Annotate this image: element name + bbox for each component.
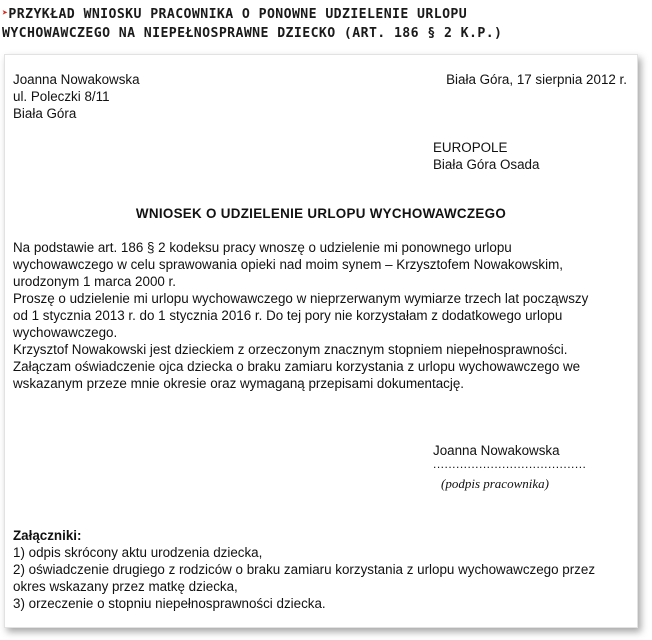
page-title-line-2: WYCHOWAWCZEGO NA NIEPEŁNOSPRAWNE DZIECKO (ART. 186 § 2 K.P.) bbox=[2, 26, 503, 41]
body-line: wskazanym przeze mnie okresie oraz wymaganą przepisami dokumentację. bbox=[13, 376, 465, 391]
attachment-item: 1) odpis skrócony aktu urodzenia dziecka, bbox=[13, 545, 263, 560]
signature-line: ........................................ bbox=[433, 457, 587, 471]
recipient-city: Biała Góra Osada bbox=[433, 157, 540, 172]
signature-caption: (podpis pracownika) bbox=[441, 476, 549, 491]
sender-city: Biała Góra bbox=[13, 106, 77, 121]
place-date: Biała Góra, 17 sierpnia 2012 r. bbox=[446, 72, 627, 87]
body-line: Załączam oświadczenie ojca dziecka o braku zamiaru korzystania z urlopu wychowawczego we bbox=[13, 359, 581, 374]
letter-sheet bbox=[4, 54, 638, 628]
body-line: Krzysztof Nowakowski jest dzieckiem z orzeczonym znacznym stopniem niepełnosprawności. bbox=[13, 342, 568, 357]
body-line: urodzonym 1 marca 2000 r. bbox=[13, 274, 177, 289]
recipient-company: EUROPOLE bbox=[433, 140, 508, 155]
bullet-arrow-icon: ➤ bbox=[2, 8, 9, 19]
sender-name: Joanna Nowakowska bbox=[13, 72, 140, 87]
page-title bbox=[2, 4, 642, 43]
attachments-list bbox=[13, 544, 595, 612]
body-line: Proszę o udzielenie mi urlopu wychowawczego w nieprzerwanym wymiarze trzech lat począwszy bbox=[13, 291, 589, 306]
letter-body bbox=[13, 239, 588, 392]
body-line: Na podstawie art. 186 § 2 kodeksu pracy wnoszę o udzielenie mi ponownego urlopu bbox=[13, 240, 512, 255]
body-line: od 1 stycznia 2013 r. do 1 stycznia 2016 r. Do tej pory nie korzystałam z dodatkowego urlopu bbox=[13, 308, 563, 323]
attachments-heading: Załączniki: bbox=[13, 528, 82, 543]
sender-street: ul. Poleczki 8/11 bbox=[13, 89, 110, 104]
recipient-address bbox=[433, 139, 539, 173]
attachment-item: okres wskazany przez matkę dziecka, bbox=[13, 579, 238, 594]
attachment-item: 3) orzeczenie o stopniu niepełnosprawności dziecka. bbox=[13, 596, 326, 611]
body-line: wychowawczego w celu sprawowania opieki nad moim synem – Krzysztofem Nowakowskim, bbox=[13, 257, 563, 272]
sender-address bbox=[13, 71, 140, 122]
body-line: wychowawczego. bbox=[13, 325, 118, 340]
signature-name: Joanna Nowakowska bbox=[433, 443, 560, 458]
page-title-line-1: ➤PRZYKŁAD WNIOSKU PRACOWNIKA O PONOWNE UDZIELENIE URLOPU bbox=[2, 7, 468, 22]
document-title: WNIOSEK O UDZIELENIE URLOPU WYCHOWAWCZEGO bbox=[135, 206, 507, 221]
attachment-item: 2) oświadczenie drugiego z rodziców o braku zamiaru korzystania z urlopu wychowawczego przez bbox=[13, 562, 596, 577]
